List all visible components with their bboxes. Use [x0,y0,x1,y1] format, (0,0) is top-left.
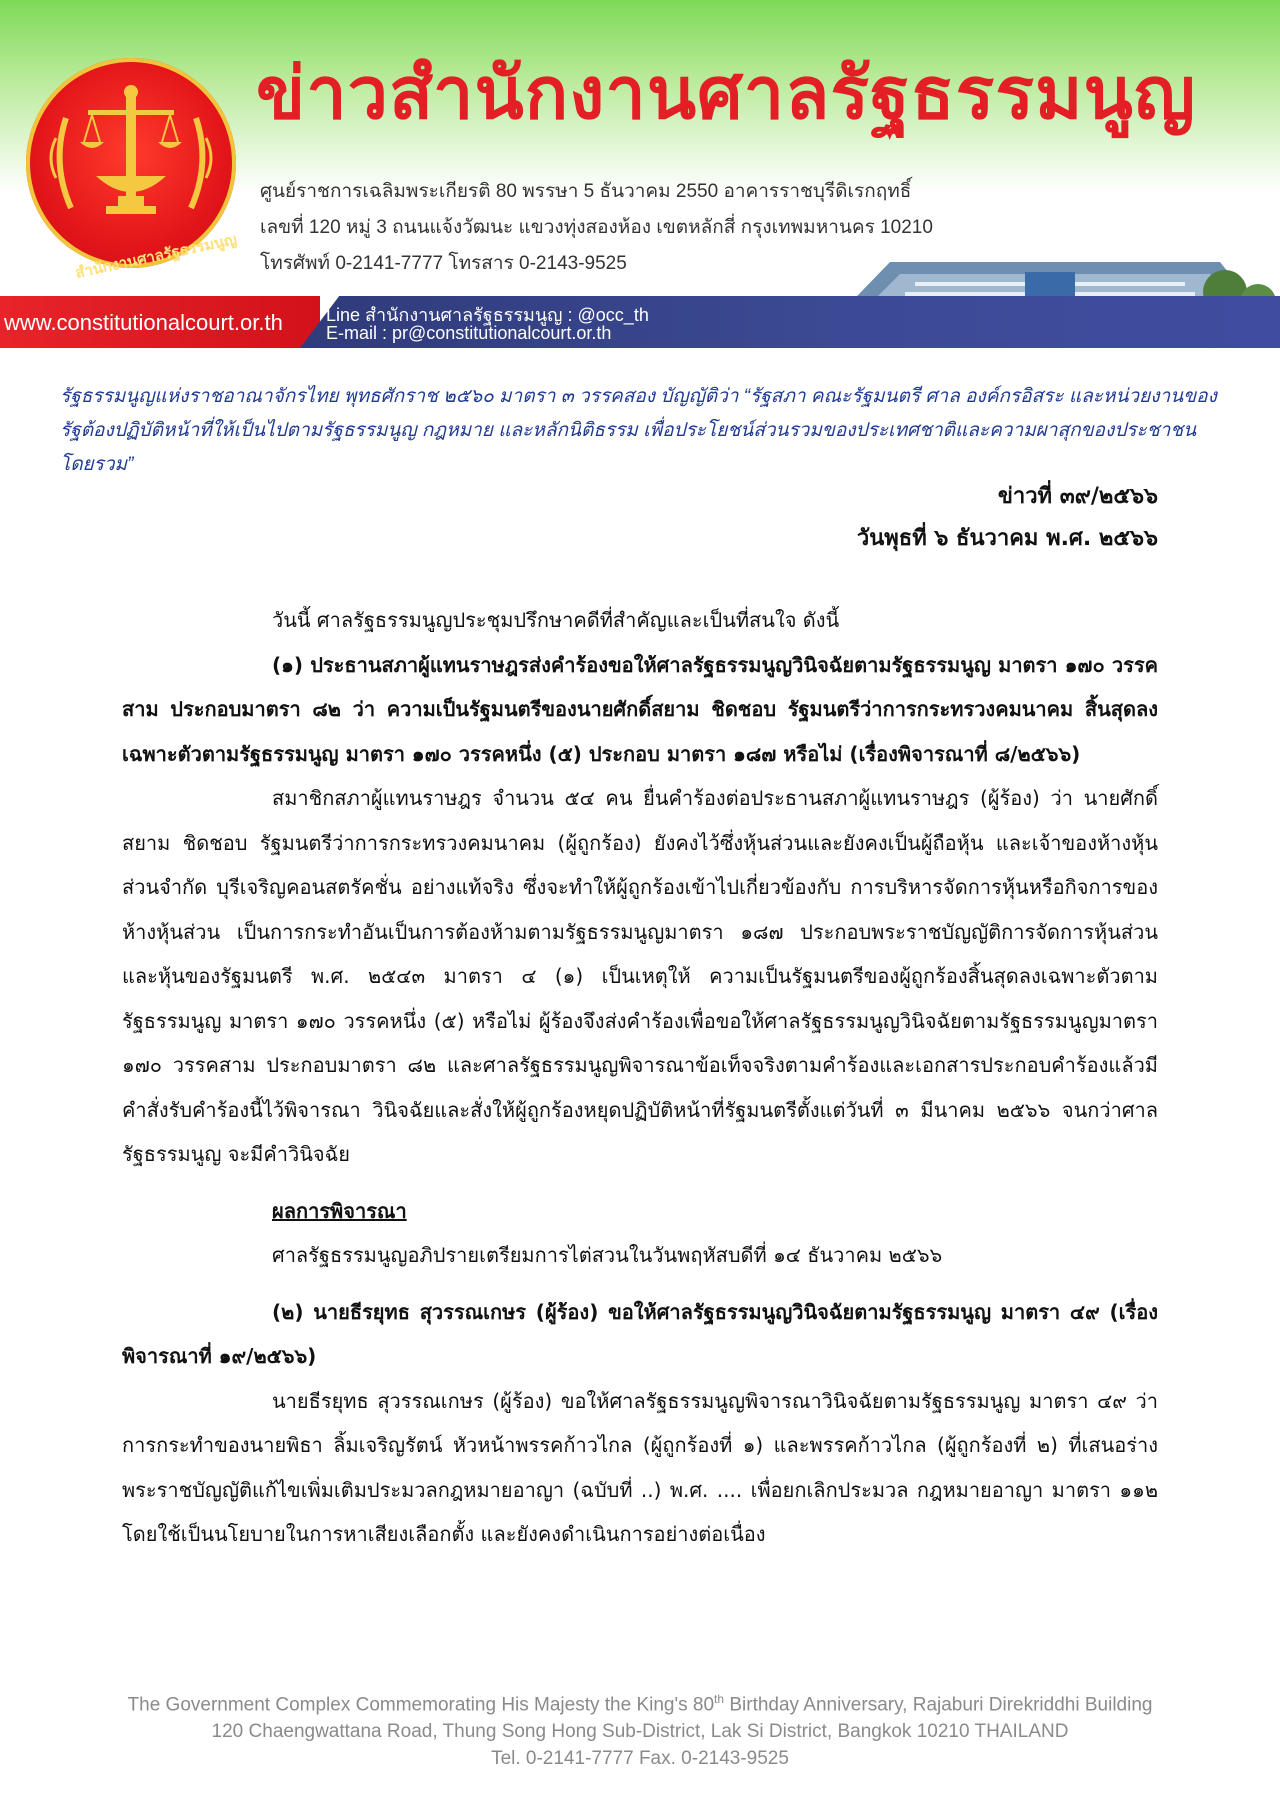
result-heading: ผลการพิจารณา [272,1198,407,1223]
case-2-text: นายธีรยุทธ สุวรรณเกษร (ผู้ร้อง) ขอให้ศาลรัฐธรรมนูญพิจารณาวินิจฉัยตามรัฐธรรมนูญ มาตรา ๔๙ ว่า การกระทำของนายพิธา ลิ้มเจริญรัตน์ หัวหน้าพรรคก้าวไกล (ผู้ถูกร้องที่ ๑) และพรรคก้าวไกล (ผู้ถูกร้องที่ ๒) ที่เสนอร่างพระราชบัญญัติแก้ไขเพิ่มเติมประมวลกฎหมายอาญา (ฉบับที่ ..) พ.ศ. .... เพื่อยกเลิกประมวล กฎหมายอาญา มาตรา ๑๑๒ โดยใช้เป็นนโยบายในการหาเสียงเลือกตั้ง และยังคงดำเนินการอย่างต่อเนื่อง [122,1388,1158,1546]
footer-address [0,1686,1280,1772]
footer-line-2: 120 Chaengwattana Road, Thung Song Hong Sub-District, Lak Si District, Bangkok 10210 THAILAND [211,1721,1069,1743]
email-contact[interactable]: E-mail : pr@constitutionalcourt.or.th [326,323,612,343]
address-line-1: ศูนย์ราชการเฉลิมพระเกียรติ 80 พรรษา 5 ธันวาคม 2550 อาคารราชบุรีดิเรกฤทธิ์ [260,181,912,202]
address-line-2: เลขที่ 120 หมู่ 3 ถนนแจ้งวัฒนะ แขวงทุ่งสองห้อง เขตหลักสี่ กรุงเทพมหานคร 10210 [260,217,933,238]
letterhead [0,0,1280,350]
intro-paragraph: วันนี้ ศาลรัฐธรรมนูญประชุมปรึกษาคดีที่สำคัญและเป็นที่สนใจ ดังนี้ [272,608,840,632]
court-seal [26,58,239,282]
news-date: วันพุธที่ ๖ ธันวาคม พ.ศ. ๒๕๖๖ [856,526,1158,551]
case-1-title: (๑) ประธานสภาผู้แทนราษฎรส่งคำร้องขอให้ศาลรัฐธรรมนูญวินิจฉัยตามรัฐธรรมนูญ มาตรา ๑๗๐ วรรคสาม ประกอบมาตรา ๘๒ ว่า ความเป็นรัฐมนตรีของนายศักดิ์สยาม ชิดชอบ รัฐมนตรีว่าการกระทรวงคมนาคม สิ้นสุดลงเฉพาะตัวตามรัฐธรรมนูญ มาตรา ๑๗๐ วรรคหนึ่ง (๕) ประกอบ มาตรา ๑๘๗ หรือไม่ (เรื่องพิจารณาที่ ๘/๒๕๖๖) [122,652,1158,766]
footer-line-3: Tel. 0-2141-7777 Fax. 0-2143-9525 [491,1748,789,1770]
footer-line-1: The Government Complex Commemorating His Majesty the King's 80th Birthday Anniversary, Rajaburi Direkriddhi Building [127,1692,1153,1716]
result-text: ศาลรัฐธรรมนูญอภิปรายเตรียมการไต่สวนในวันพฤหัสบดีที่ ๑๔ ธันวาคม ๒๕๖๖ [272,1243,943,1267]
news-number: ข่าวที่ ๓๙/๒๕๖๖ [997,484,1158,509]
website-bar [0,296,320,348]
office-title: ข่าวสำนักงานศาลรัฐธรรมนูญ [256,54,1197,134]
news-body [122,598,1158,1557]
website-link[interactable]: www.constitutionalcourt.or.th [4,310,283,335]
phone-fax-line: โทรศัพท์ 0-2141-7777 โทรสาร 0-2143-9525 [260,253,627,274]
seal-caption: สำนักงานศาลรัฐธรรมนูญ [73,230,239,282]
case-1-text: สมาชิกสภาผู้แทนราษฎร จำนวน ๕๔ คน ยื่นคำร้องต่อประธานสภาผู้แทนราษฎร (ผู้ร้อง) ว่า นายศักดิ์สยาม ชิดชอบ รัฐมนตรีว่าการกระทรวงคมนาคม (ผู้ถูกร้อง) ยังคงไว้ซึ่งหุ้นส่วนและยังคงเป็นผู้ถือหุ้น และเจ้าของห้างหุ้นส่วนจำกัด บุรีเจริญคอนสตรัคชั่น อย่างแท้จริง ซึ่งจะทำให้ผู้ถูกร้องเข้าไปเกี่ยวข้องกับ การบริหารจัดการหุ้นหรือกิจการของห้างหุ้นส่วน เป็นการกระทำอันเป็นการต้องห้ามตามรัฐธรรมนูญมาตรา ๑๘๗ ประกอบพระราชบัญญัติการจัดการหุ้นส่วนและหุ้นของรัฐมนตรี พ.ศ. ๒๕๔๓ มาตรา ๔ (๑) เป็นเหตุให้ ความเป็นรัฐมนตรีของผู้ถูกร้องสิ้นสุดลงเฉพาะตัวตามรัฐธรรมนูญ มาตรา ๑๗๐ วรรคหนึ่ง (๕) หรือไม่ ผู้ร้องจึงส่งคำร้องเพื่อขอให้ศาลรัฐธรรมนูญวินิจฉัยตามรัฐธรรมนูญมาตรา ๑๗๐ วรรคสาม ประกอบมาตรา ๘๒ และศาลรัฐธรรมนูญพิจารณาข้อเท็จจริงตามคำร้องและเอกสารประกอบคำร้องแล้วมีคำสั่งรับคำร้องนี้ไว้พิจารณา วินิจฉัยและสั่งให้ผู้ถูกร้องหยุดปฏิบัติหน้าที่รัฐมนตรีตั้งแต่วันที่ ๓ มีนาคม ๒๕๖๖ จนกว่าศาลรัฐธรรมนูญ จะมีคำวินิจฉัย [122,786,1158,1166]
constitution-quote: รัฐธรรมนูญแห่งราชอาณาจักรไทย พุทธศักราช ๒๕๖๐ มาตรา ๓ วรรคสอง บัญญัติว่า “รัฐสภา คณะรัฐมนตรี ศาล องค์กรอิสระ และหน่วยงานของรัฐต้องปฏิบัติหน้าที่ให้เป็นไปตามรัฐธรรมนูญ กฎหมาย และหลักนิติธรรม เพื่อประโยชน์ส่วนรวมของประเทศชาติและความผาสุกของประชาชนโดยรวม” [60,386,1217,475]
case-2-title: (๒) นายธีรยุทธ สุวรรณเกษร (ผู้ร้อง) ขอให้ศาลรัฐธรรมนูญวินิจฉัยตามรัฐธรรมนูญ มาตรา ๔๙ (เรื่องพิจารณาที่ ๑๙/๒๕๖๖) [122,1299,1158,1368]
line-contact: Line สำนักงานศาลรัฐธรรมนูญ : @occ_th [326,305,649,325]
